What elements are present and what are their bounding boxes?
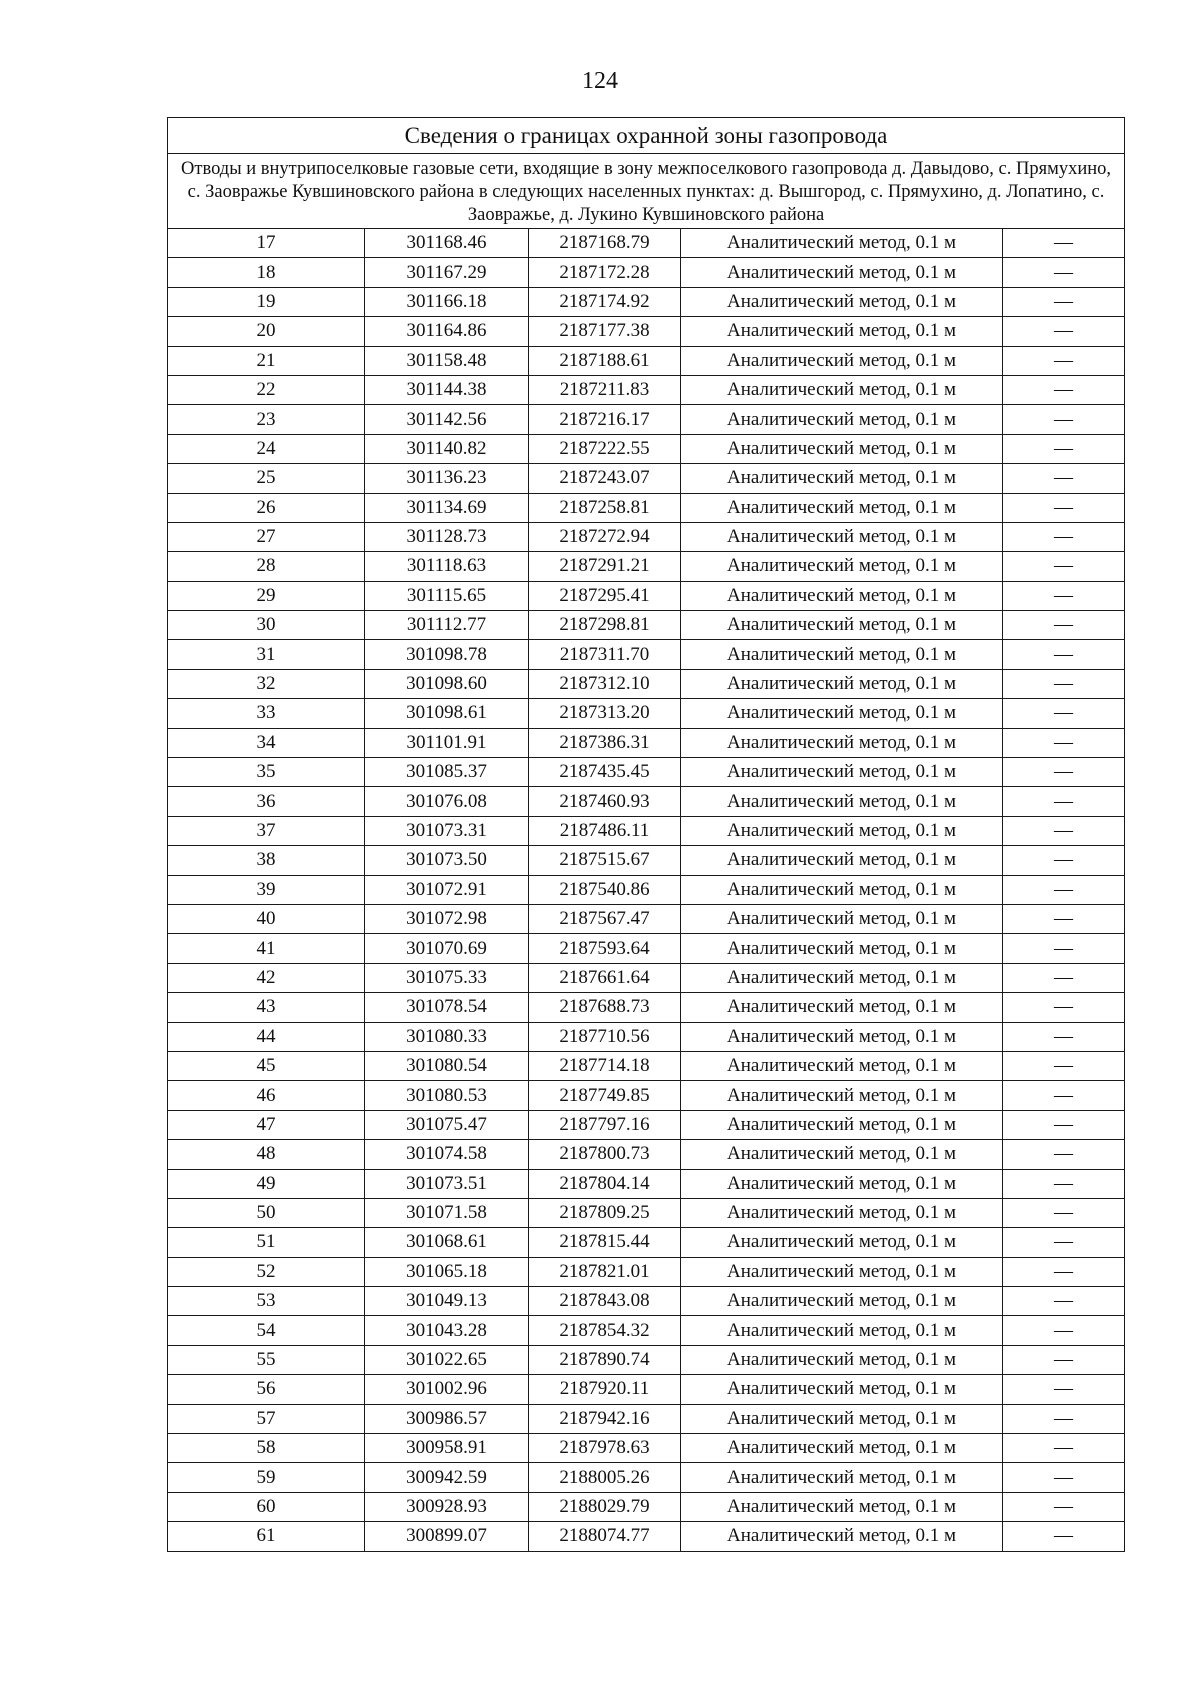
- note-cell: —: [1003, 1022, 1125, 1051]
- point-number-cell: 58: [168, 1434, 365, 1463]
- coordinate-x-cell: 301140.82: [365, 434, 529, 463]
- table-body: [168, 118, 1125, 1552]
- coordinate-x-cell: 301158.48: [365, 346, 529, 375]
- note-cell: —: [1003, 1375, 1125, 1404]
- note-cell: —: [1003, 758, 1125, 787]
- coordinate-x-cell: 301167.29: [365, 258, 529, 287]
- coordinate-y-cell: 2187295.41: [529, 581, 681, 610]
- note-cell: —: [1003, 229, 1125, 258]
- coordinate-x-cell: 301074.58: [365, 1140, 529, 1169]
- note-cell: —: [1003, 1169, 1125, 1198]
- coordinate-x-cell: 301078.54: [365, 993, 529, 1022]
- point-number-cell: 49: [168, 1169, 365, 1198]
- point-number-cell: 41: [168, 934, 365, 963]
- note-cell: —: [1003, 1228, 1125, 1257]
- note-cell: —: [1003, 346, 1125, 375]
- coordinate-y-cell: 2187809.25: [529, 1198, 681, 1227]
- note-cell: —: [1003, 993, 1125, 1022]
- point-number-cell: 45: [168, 1051, 365, 1080]
- table-row: [168, 1375, 1125, 1404]
- point-number-cell: 50: [168, 1198, 365, 1227]
- method-cell: Аналитический метод, 0.1 м: [681, 993, 1003, 1022]
- table-row: [168, 346, 1125, 375]
- table-row: [168, 640, 1125, 669]
- table-row: [168, 1434, 1125, 1463]
- note-cell: —: [1003, 581, 1125, 610]
- coordinate-y-cell: 2187311.70: [529, 640, 681, 669]
- coordinate-x-cell: 300899.07: [365, 1522, 529, 1551]
- coordinate-y-cell: 2187460.93: [529, 787, 681, 816]
- method-cell: Аналитический метод, 0.1 м: [681, 434, 1003, 463]
- method-cell: Аналитический метод, 0.1 м: [681, 1463, 1003, 1492]
- note-cell: —: [1003, 1522, 1125, 1551]
- method-cell: Аналитический метод, 0.1 м: [681, 1257, 1003, 1286]
- point-number-cell: 61: [168, 1522, 365, 1551]
- table-row: [168, 758, 1125, 787]
- point-number-cell: 43: [168, 993, 365, 1022]
- coordinate-y-cell: 2187216.17: [529, 405, 681, 434]
- table-row: [168, 699, 1125, 728]
- coordinate-x-cell: 301080.54: [365, 1051, 529, 1080]
- table-title: Сведения о границах охранной зоны газопровода: [168, 118, 1125, 154]
- coordinate-y-cell: 2187222.55: [529, 434, 681, 463]
- coordinate-y-cell: 2187749.85: [529, 1081, 681, 1110]
- point-number-cell: 31: [168, 640, 365, 669]
- method-cell: Аналитический метод, 0.1 м: [681, 934, 1003, 963]
- coordinate-y-cell: 2187435.45: [529, 758, 681, 787]
- method-cell: Аналитический метод, 0.1 м: [681, 1345, 1003, 1374]
- method-cell: Аналитический метод, 0.1 м: [681, 405, 1003, 434]
- point-number-cell: 48: [168, 1140, 365, 1169]
- point-number-cell: 30: [168, 611, 365, 640]
- method-cell: Аналитический метод, 0.1 м: [681, 258, 1003, 287]
- coordinate-x-cell: 301073.31: [365, 816, 529, 845]
- method-cell: Аналитический метод, 0.1 м: [681, 1492, 1003, 1521]
- note-cell: —: [1003, 699, 1125, 728]
- coordinate-y-cell: 2188029.79: [529, 1492, 681, 1521]
- method-cell: Аналитический метод, 0.1 м: [681, 1169, 1003, 1198]
- point-number-cell: 39: [168, 875, 365, 904]
- method-cell: Аналитический метод, 0.1 м: [681, 963, 1003, 992]
- point-number-cell: 37: [168, 816, 365, 845]
- point-number-cell: 26: [168, 493, 365, 522]
- point-number-cell: 46: [168, 1081, 365, 1110]
- method-cell: Аналитический метод, 0.1 м: [681, 1434, 1003, 1463]
- coordinate-x-cell: 301043.28: [365, 1316, 529, 1345]
- table-title-row: [168, 118, 1125, 154]
- coordinate-x-cell: 301073.50: [365, 846, 529, 875]
- coordinate-y-cell: 2187386.31: [529, 728, 681, 757]
- table-row: [168, 287, 1125, 316]
- point-number-cell: 40: [168, 904, 365, 933]
- gas-pipeline-zone-table: [167, 117, 1125, 1552]
- table-row: [168, 1522, 1125, 1551]
- table-row: [168, 1081, 1125, 1110]
- coordinate-x-cell: 301098.78: [365, 640, 529, 669]
- note-cell: —: [1003, 963, 1125, 992]
- point-number-cell: 33: [168, 699, 365, 728]
- coordinate-x-cell: 301070.69: [365, 934, 529, 963]
- method-cell: Аналитический метод, 0.1 м: [681, 346, 1003, 375]
- method-cell: Аналитический метод, 0.1 м: [681, 375, 1003, 404]
- note-cell: —: [1003, 375, 1125, 404]
- table-row: [168, 934, 1125, 963]
- method-cell: Аналитический метод, 0.1 м: [681, 787, 1003, 816]
- method-cell: Аналитический метод, 0.1 м: [681, 464, 1003, 493]
- coordinate-y-cell: 2187710.56: [529, 1022, 681, 1051]
- point-number-cell: 23: [168, 405, 365, 434]
- note-cell: —: [1003, 728, 1125, 757]
- coordinate-x-cell: 301072.98: [365, 904, 529, 933]
- note-cell: —: [1003, 1198, 1125, 1227]
- coordinate-x-cell: 301101.91: [365, 728, 529, 757]
- method-cell: Аналитический метод, 0.1 м: [681, 875, 1003, 904]
- coordinate-x-cell: 301085.37: [365, 758, 529, 787]
- coordinate-x-cell: 301112.77: [365, 611, 529, 640]
- coordinate-x-cell: 301136.23: [365, 464, 529, 493]
- point-number-cell: 21: [168, 346, 365, 375]
- method-cell: Аналитический метод, 0.1 м: [681, 640, 1003, 669]
- method-cell: Аналитический метод, 0.1 м: [681, 699, 1003, 728]
- note-cell: —: [1003, 846, 1125, 875]
- coordinate-x-cell: 300928.93: [365, 1492, 529, 1521]
- point-number-cell: 29: [168, 581, 365, 610]
- method-cell: Аналитический метод, 0.1 м: [681, 1110, 1003, 1139]
- table-row: [168, 1110, 1125, 1139]
- page-number: 124: [582, 68, 618, 94]
- method-cell: Аналитический метод, 0.1 м: [681, 1140, 1003, 1169]
- note-cell: —: [1003, 669, 1125, 698]
- point-number-cell: 55: [168, 1345, 365, 1374]
- point-number-cell: 34: [168, 728, 365, 757]
- coordinate-x-cell: 301072.91: [365, 875, 529, 904]
- method-cell: Аналитический метод, 0.1 м: [681, 758, 1003, 787]
- method-cell: Аналитический метод, 0.1 м: [681, 552, 1003, 581]
- point-number-cell: 53: [168, 1287, 365, 1316]
- method-cell: Аналитический метод, 0.1 м: [681, 816, 1003, 845]
- coordinate-y-cell: 2187312.10: [529, 669, 681, 698]
- note-cell: —: [1003, 1434, 1125, 1463]
- table-row: [168, 1051, 1125, 1080]
- note-cell: —: [1003, 1081, 1125, 1110]
- coordinate-y-cell: 2187188.61: [529, 346, 681, 375]
- method-cell: Аналитический метод, 0.1 м: [681, 728, 1003, 757]
- note-cell: —: [1003, 934, 1125, 963]
- point-number-cell: 24: [168, 434, 365, 463]
- table-row: [168, 963, 1125, 992]
- method-cell: Аналитический метод, 0.1 м: [681, 493, 1003, 522]
- coordinate-x-cell: 301128.73: [365, 522, 529, 551]
- coordinate-y-cell: 2187978.63: [529, 1434, 681, 1463]
- coordinate-x-cell: 301098.61: [365, 699, 529, 728]
- coordinate-y-cell: 2187258.81: [529, 493, 681, 522]
- coordinate-y-cell: 2187821.01: [529, 1257, 681, 1286]
- method-cell: Аналитический метод, 0.1 м: [681, 1022, 1003, 1051]
- table-row: [168, 993, 1125, 1022]
- coordinate-y-cell: 2187567.47: [529, 904, 681, 933]
- table-description: Отводы и внутрипоселковые газовые сети, входящие в зону межпоселкового газопровода д. Давыдово, с. Прямухино, с. Заовражье Кувшиновского района в следующих населенных пунктах: д. Вышгород, с. Прямухино, д. Лопатино, с. Заовражье, д. Лукино Кувшиновского района: [168, 154, 1125, 229]
- table-row: [168, 1463, 1125, 1492]
- table-row: [168, 1228, 1125, 1257]
- table-row: [168, 1345, 1125, 1374]
- note-cell: —: [1003, 640, 1125, 669]
- coordinate-y-cell: 2187486.11: [529, 816, 681, 845]
- table-row: [168, 1198, 1125, 1227]
- coordinate-y-cell: 2187920.11: [529, 1375, 681, 1404]
- coordinate-y-cell: 2187168.79: [529, 229, 681, 258]
- point-number-cell: 57: [168, 1404, 365, 1433]
- point-number-cell: 60: [168, 1492, 365, 1521]
- method-cell: Аналитический метод, 0.1 м: [681, 1198, 1003, 1227]
- table-row: [168, 464, 1125, 493]
- method-cell: Аналитический метод, 0.1 м: [681, 611, 1003, 640]
- coordinate-x-cell: 301071.58: [365, 1198, 529, 1227]
- point-number-cell: 42: [168, 963, 365, 992]
- point-number-cell: 27: [168, 522, 365, 551]
- note-cell: —: [1003, 787, 1125, 816]
- coordinate-y-cell: 2187942.16: [529, 1404, 681, 1433]
- coordinate-y-cell: 2187854.32: [529, 1316, 681, 1345]
- method-cell: Аналитический метод, 0.1 м: [681, 1287, 1003, 1316]
- note-cell: —: [1003, 493, 1125, 522]
- method-cell: Аналитический метод, 0.1 м: [681, 1051, 1003, 1080]
- table-row: [168, 1404, 1125, 1433]
- table-row: [168, 728, 1125, 757]
- method-cell: Аналитический метод, 0.1 м: [681, 581, 1003, 610]
- coordinate-x-cell: 301142.56: [365, 405, 529, 434]
- point-number-cell: 38: [168, 846, 365, 875]
- coordinate-y-cell: 2187540.86: [529, 875, 681, 904]
- coordinate-x-cell: 300986.57: [365, 1404, 529, 1433]
- table-row: [168, 611, 1125, 640]
- note-cell: —: [1003, 1345, 1125, 1374]
- method-cell: Аналитический метод, 0.1 м: [681, 1081, 1003, 1110]
- coordinate-x-cell: 301075.33: [365, 963, 529, 992]
- coordinate-x-cell: 301068.61: [365, 1228, 529, 1257]
- table-row: [168, 816, 1125, 845]
- note-cell: —: [1003, 1140, 1125, 1169]
- coordinate-y-cell: 2187714.18: [529, 1051, 681, 1080]
- coordinate-x-cell: 301168.46: [365, 229, 529, 258]
- note-cell: —: [1003, 522, 1125, 551]
- note-cell: —: [1003, 405, 1125, 434]
- method-cell: Аналитический метод, 0.1 м: [681, 669, 1003, 698]
- coordinate-x-cell: 301075.47: [365, 1110, 529, 1139]
- coordinate-y-cell: 2187890.74: [529, 1345, 681, 1374]
- coordinate-x-cell: 301098.60: [365, 669, 529, 698]
- coordinate-x-cell: 301022.65: [365, 1345, 529, 1374]
- note-cell: —: [1003, 258, 1125, 287]
- point-number-cell: 22: [168, 375, 365, 404]
- coordinate-y-cell: 2187804.14: [529, 1169, 681, 1198]
- table-row: [168, 846, 1125, 875]
- coordinate-y-cell: 2187313.20: [529, 699, 681, 728]
- coordinate-y-cell: 2187291.21: [529, 552, 681, 581]
- point-number-cell: 25: [168, 464, 365, 493]
- note-cell: —: [1003, 1492, 1125, 1521]
- method-cell: Аналитический метод, 0.1 м: [681, 522, 1003, 551]
- coordinate-y-cell: 2187177.38: [529, 317, 681, 346]
- note-cell: —: [1003, 434, 1125, 463]
- point-number-cell: 52: [168, 1257, 365, 1286]
- point-number-cell: 56: [168, 1375, 365, 1404]
- method-cell: Аналитический метод, 0.1 м: [681, 846, 1003, 875]
- table-row: [168, 434, 1125, 463]
- method-cell: Аналитический метод, 0.1 м: [681, 229, 1003, 258]
- coordinate-y-cell: 2187172.28: [529, 258, 681, 287]
- table-row: [168, 875, 1125, 904]
- coordinate-y-cell: 2187174.92: [529, 287, 681, 316]
- table-row: [168, 317, 1125, 346]
- note-cell: —: [1003, 1257, 1125, 1286]
- table-description-row: [168, 154, 1125, 229]
- table-row: [168, 1257, 1125, 1286]
- note-cell: —: [1003, 317, 1125, 346]
- coordinate-y-cell: 2187688.73: [529, 993, 681, 1022]
- point-number-cell: 44: [168, 1022, 365, 1051]
- point-number-cell: 36: [168, 787, 365, 816]
- table-row: [168, 258, 1125, 287]
- method-cell: Аналитический метод, 0.1 м: [681, 1228, 1003, 1257]
- coordinate-x-cell: 301065.18: [365, 1257, 529, 1286]
- table-row: [168, 904, 1125, 933]
- point-number-cell: 54: [168, 1316, 365, 1345]
- coordinate-y-cell: 2187797.16: [529, 1110, 681, 1139]
- method-cell: Аналитический метод, 0.1 м: [681, 1375, 1003, 1404]
- point-number-cell: 47: [168, 1110, 365, 1139]
- coordinate-x-cell: 301049.13: [365, 1287, 529, 1316]
- note-cell: —: [1003, 611, 1125, 640]
- point-number-cell: 32: [168, 669, 365, 698]
- coordinate-y-cell: 2187272.94: [529, 522, 681, 551]
- table-row: [168, 493, 1125, 522]
- note-cell: —: [1003, 1404, 1125, 1433]
- coordinate-y-cell: 2188005.26: [529, 1463, 681, 1492]
- coordinate-y-cell: 2187800.73: [529, 1140, 681, 1169]
- table-row: [168, 787, 1125, 816]
- coordinate-x-cell: 301073.51: [365, 1169, 529, 1198]
- note-cell: —: [1003, 1463, 1125, 1492]
- coordinate-y-cell: 2188074.77: [529, 1522, 681, 1551]
- point-number-cell: 20: [168, 317, 365, 346]
- method-cell: Аналитический метод, 0.1 м: [681, 1316, 1003, 1345]
- method-cell: Аналитический метод, 0.1 м: [681, 317, 1003, 346]
- coordinate-y-cell: 2187815.44: [529, 1228, 681, 1257]
- coordinate-y-cell: 2187243.07: [529, 464, 681, 493]
- coordinate-x-cell: 301080.33: [365, 1022, 529, 1051]
- coordinate-y-cell: 2187211.83: [529, 375, 681, 404]
- method-cell: Аналитический метод, 0.1 м: [681, 287, 1003, 316]
- method-cell: Аналитический метод, 0.1 м: [681, 1522, 1003, 1551]
- note-cell: —: [1003, 816, 1125, 845]
- coordinate-y-cell: 2187661.64: [529, 963, 681, 992]
- table-row: [168, 669, 1125, 698]
- coordinate-y-cell: 2187843.08: [529, 1287, 681, 1316]
- coordinate-x-cell: 301076.08: [365, 787, 529, 816]
- coordinate-x-cell: 301118.63: [365, 552, 529, 581]
- point-number-cell: 19: [168, 287, 365, 316]
- point-number-cell: 59: [168, 1463, 365, 1492]
- point-number-cell: 18: [168, 258, 365, 287]
- coordinate-y-cell: 2187298.81: [529, 611, 681, 640]
- note-cell: —: [1003, 464, 1125, 493]
- point-number-cell: 28: [168, 552, 365, 581]
- note-cell: —: [1003, 1110, 1125, 1139]
- note-cell: —: [1003, 552, 1125, 581]
- table-row: [168, 552, 1125, 581]
- coordinate-x-cell: 301002.96: [365, 1375, 529, 1404]
- point-number-cell: 51: [168, 1228, 365, 1257]
- method-cell: Аналитический метод, 0.1 м: [681, 904, 1003, 933]
- coordinate-x-cell: 301164.86: [365, 317, 529, 346]
- point-number-cell: 17: [168, 229, 365, 258]
- table-row: [168, 1316, 1125, 1345]
- method-cell: Аналитический метод, 0.1 м: [681, 1404, 1003, 1433]
- coordinate-x-cell: 300942.59: [365, 1463, 529, 1492]
- coordinate-x-cell: 301144.38: [365, 375, 529, 404]
- coordinate-x-cell: 301166.18: [365, 287, 529, 316]
- table-row: [168, 1022, 1125, 1051]
- coordinate-x-cell: 301115.65: [365, 581, 529, 610]
- table-row: [168, 1492, 1125, 1521]
- table-row: [168, 522, 1125, 551]
- coordinate-x-cell: 301080.53: [365, 1081, 529, 1110]
- table-row: [168, 1169, 1125, 1198]
- coordinate-x-cell: 300958.91: [365, 1434, 529, 1463]
- coordinate-x-cell: 301134.69: [365, 493, 529, 522]
- note-cell: —: [1003, 1287, 1125, 1316]
- table-row: [168, 229, 1125, 258]
- table-row: [168, 581, 1125, 610]
- note-cell: —: [1003, 875, 1125, 904]
- table-row: [168, 375, 1125, 404]
- coordinate-y-cell: 2187593.64: [529, 934, 681, 963]
- point-number-cell: 35: [168, 758, 365, 787]
- table-row: [168, 405, 1125, 434]
- coordinate-y-cell: 2187515.67: [529, 846, 681, 875]
- note-cell: —: [1003, 287, 1125, 316]
- note-cell: —: [1003, 904, 1125, 933]
- note-cell: —: [1003, 1316, 1125, 1345]
- table-row: [168, 1287, 1125, 1316]
- note-cell: —: [1003, 1051, 1125, 1080]
- table-row: [168, 1140, 1125, 1169]
